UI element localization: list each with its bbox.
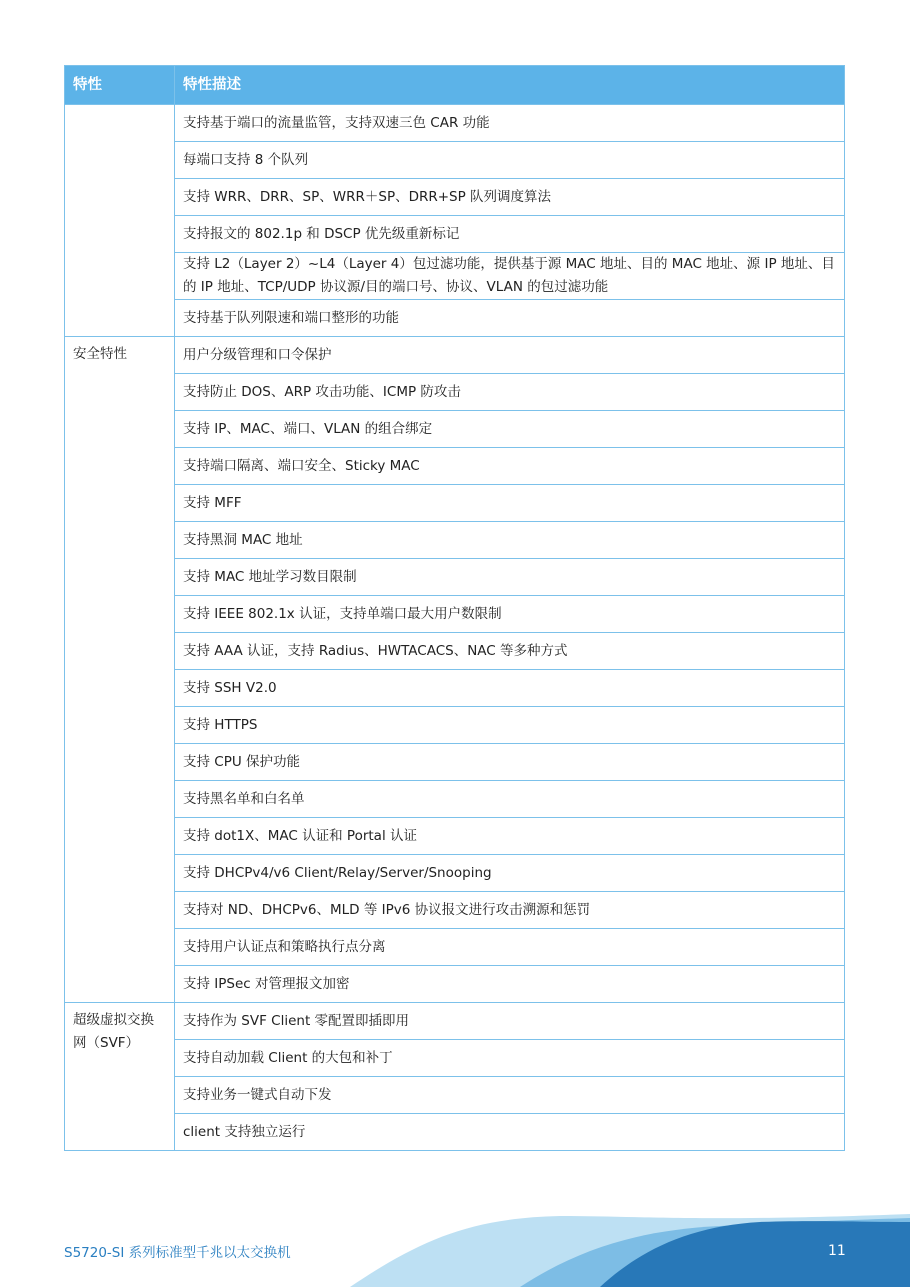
feature-description-cell: 支持 MFF: [175, 485, 845, 522]
table-row: [65, 596, 845, 633]
feature-description-cell: 支持基于端口的流量监管，支持双速三色 CAR 功能: [175, 105, 845, 142]
table-body: [65, 105, 845, 1151]
table-row: [65, 781, 845, 818]
table-row: [65, 142, 845, 179]
feature-description-cell: 支持 CPU 保护功能: [175, 744, 845, 781]
table-row: [65, 253, 845, 300]
feature-category-cell: 安全特性: [65, 337, 175, 1003]
feature-description-cell: 每端口支持 8 个队列: [175, 142, 845, 179]
feature-description-cell: 支持基于队列限速和端口整形的功能: [175, 300, 845, 337]
table-row: [65, 1077, 845, 1114]
feature-description-cell: 支持 IEEE 802.1x 认证，支持单端口最大用户数限制: [175, 596, 845, 633]
feature-description-cell: 支持 IP、MAC、端口、VLAN 的组合绑定: [175, 411, 845, 448]
table-row: [65, 300, 845, 337]
feature-description-cell: 支持黑名单和白名单: [175, 781, 845, 818]
feature-description-cell: 支持 AAA 认证，支持 Radius、HWTACACS、NAC 等多种方式: [175, 633, 845, 670]
table-row: [65, 707, 845, 744]
table-row: [65, 448, 845, 485]
feature-description-cell: 支持报文的 802.1p 和 DSCP 优先级重新标记: [175, 216, 845, 253]
table-row: [65, 1003, 845, 1040]
feature-description-cell: 支持 L2（Layer 2）~L4（Layer 4）包过滤功能，提供基于源 MAC 地址、目的 MAC 地址、源 IP 地址、目的 IP 地址、TCP/UDP 协议源/目的端口号、协议、VLAN 的包过滤功能: [175, 253, 845, 300]
feature-description-cell: 支持用户认证点和策略执行点分离: [175, 929, 845, 966]
table-row: [65, 855, 845, 892]
feature-description-cell: 支持自动加载 Client 的大包和补丁: [175, 1040, 845, 1077]
feature-description-cell: 用户分级管理和口令保护: [175, 337, 845, 374]
table-row: [65, 374, 845, 411]
table-row: [65, 1114, 845, 1151]
table-row: [65, 818, 845, 855]
footer-title: S5720-SI 系列标准型千兆以太交换机: [64, 1245, 291, 1261]
feature-description-cell: 支持黑洞 MAC 地址: [175, 522, 845, 559]
header-feature: 特性: [65, 66, 175, 105]
table-row: [65, 179, 845, 216]
feature-description-cell: 支持 IPSec 对管理报文加密: [175, 966, 845, 1003]
feature-category-cell: [65, 105, 175, 337]
table-row: [65, 216, 845, 253]
table-row: [65, 522, 845, 559]
feature-description-cell: 支持业务一键式自动下发: [175, 1077, 845, 1114]
table-row: [65, 337, 845, 374]
feature-description-cell: 支持端口隔离、端口安全、Sticky MAC: [175, 448, 845, 485]
table-row: [65, 1040, 845, 1077]
table-row: [65, 105, 845, 142]
table-row: [65, 485, 845, 522]
table-row: [65, 633, 845, 670]
table-row: [65, 670, 845, 707]
table-row: [65, 892, 845, 929]
feature-description-cell: 支持 HTTPS: [175, 707, 845, 744]
table-row: [65, 411, 845, 448]
feature-description-cell: 支持防止 DOS、ARP 攻击功能、ICMP 防攻击: [175, 374, 845, 411]
table-row: [65, 966, 845, 1003]
header-description: 特性描述: [175, 66, 845, 105]
feature-description-cell: 支持 WRR、DRR、SP、WRR＋SP、DRR+SP 队列调度算法: [175, 179, 845, 216]
spec-table: [64, 65, 845, 1151]
feature-description-cell: 支持 SSH V2.0: [175, 670, 845, 707]
table-header-row: [65, 66, 845, 105]
feature-description-cell: 支持 dot1X、MAC 认证和 Portal 认证: [175, 818, 845, 855]
feature-category-cell: 超级虚拟交换网（SVF）: [65, 1003, 175, 1151]
feature-description-cell: 支持 MAC 地址学习数目限制: [175, 559, 845, 596]
feature-description-cell: 支持作为 SVF Client 零配置即插即用: [175, 1003, 845, 1040]
feature-description-cell: client 支持独立运行: [175, 1114, 845, 1151]
table-row: [65, 559, 845, 596]
page-number: 11: [828, 1243, 846, 1259]
feature-description-cell: 支持对 ND、DHCPv6、MLD 等 IPv6 协议报文进行攻击溯源和惩罚: [175, 892, 845, 929]
table-row: [65, 929, 845, 966]
feature-description-cell: 支持 DHCPv4/v6 Client/Relay/Server/Snooping: [175, 855, 845, 892]
table-row: [65, 744, 845, 781]
